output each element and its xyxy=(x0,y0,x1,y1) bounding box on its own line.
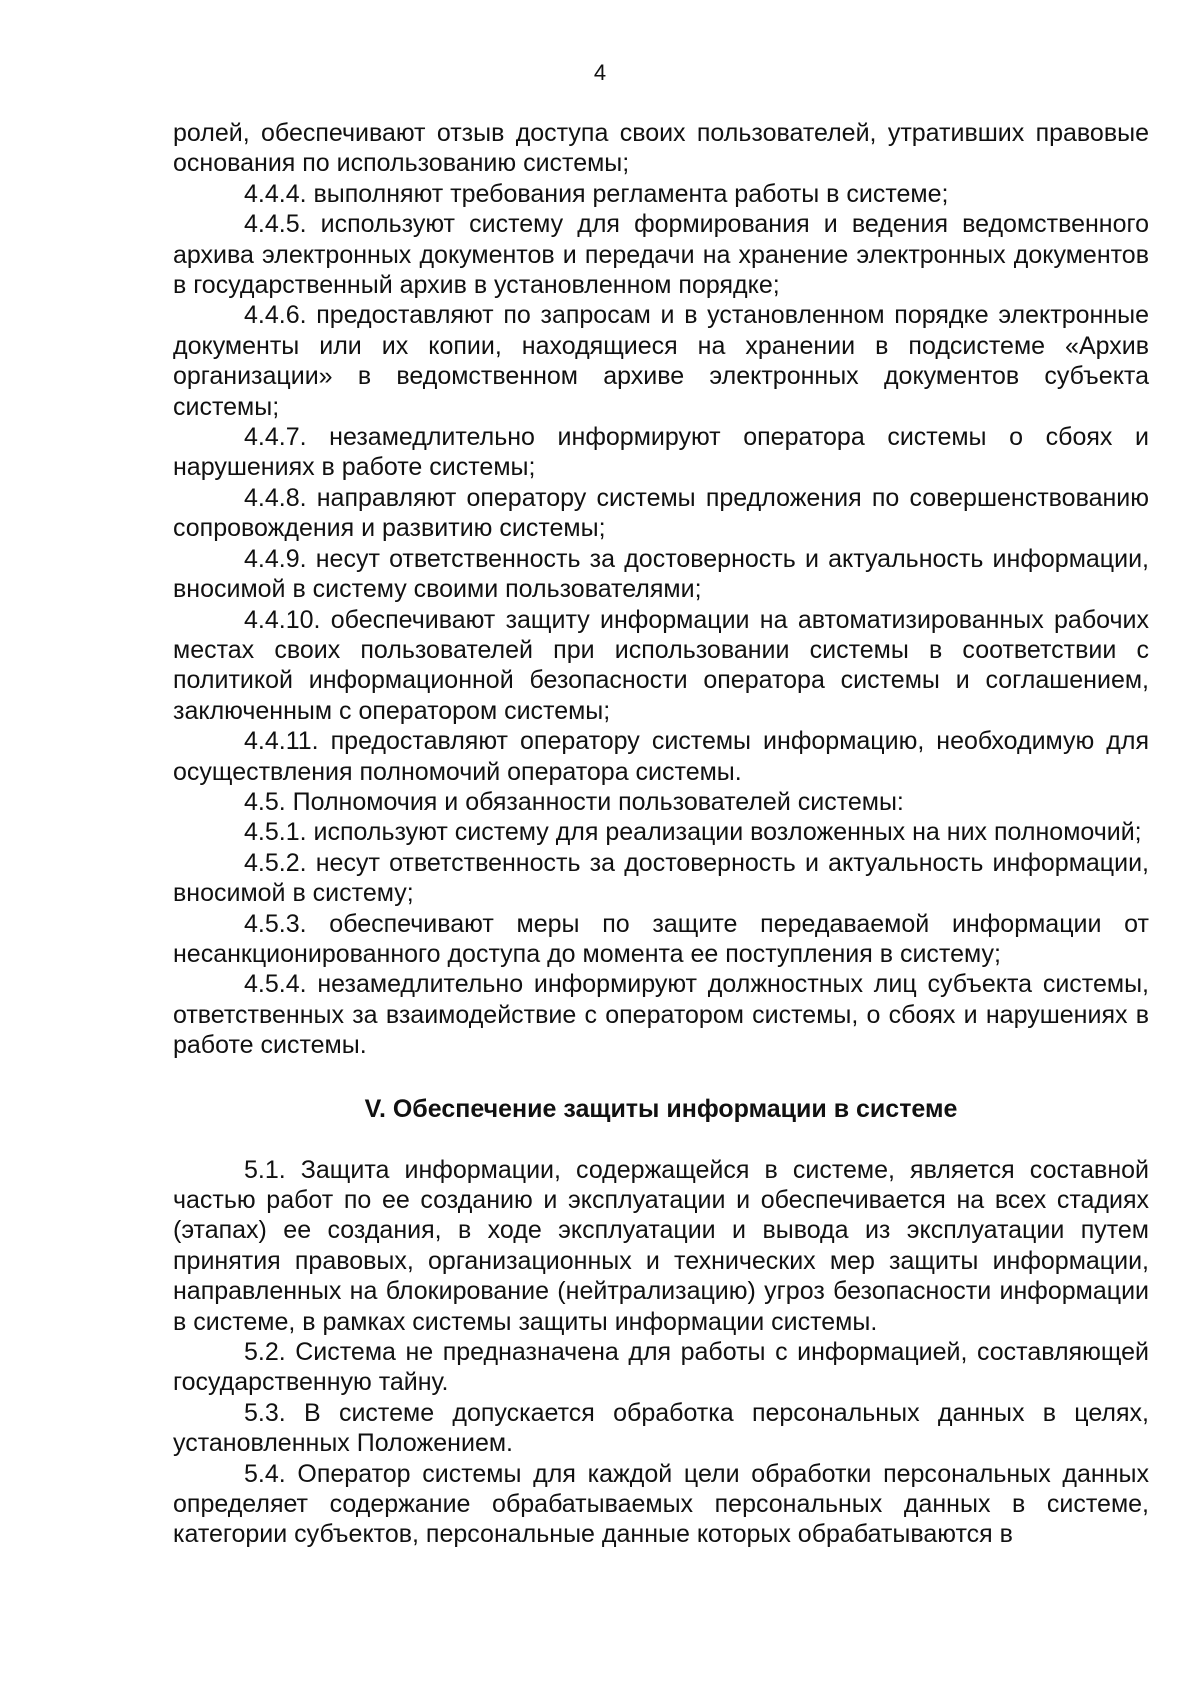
paragraphs-before xyxy=(173,118,1149,1061)
section-heading: V. Обеспечение защиты информации в системе xyxy=(364,1094,958,1123)
paragraph: 4.5.1. используют систему для реализации возложенных на них полномочий; xyxy=(244,818,1142,847)
paragraph: 5.2. Система не предназначена для работы с информацией, составляющей государственную тайну. xyxy=(173,1338,1149,1397)
paragraph: 4.4.7. незамедлительно информируют оператора системы о сбоях и нарушениях в работе системы; xyxy=(173,423,1149,482)
paragraph: 4.4.11. предоставляют оператору системы информацию, необходимую для осуществления полномочий оператора системы. xyxy=(173,727,1149,786)
paragraph: 4.5.4. незамедлительно информируют должностных лиц субъекта системы, ответственных за взаимодействие с оператором системы, о сбоях и нарушениях в работе системы. xyxy=(173,970,1149,1060)
paragraph: 4.4.8. направляют оператору системы предложения по совершенствованию сопровождения и развитию системы; xyxy=(173,483,1149,543)
paragraph: 4.4.10. обеспечивают защиту информации на автоматизированных рабочих местах своих пользователей при использовании системы в соответствии с политикой информационной безопасности оператора системы и соглашением, заключенным с оператором системы; xyxy=(173,605,1149,725)
paragraph: 4.5.3. обеспечивают меры по защите передаваемой информации от несанкционированного доступа до момента ее поступления в систему; xyxy=(173,909,1149,968)
document-body xyxy=(173,118,1149,1550)
paragraph: 5.3. В системе допускается обработка персональных данных в целях, установленных Положением. xyxy=(173,1398,1149,1458)
paragraph: 4.4.4. выполняют требования регламента работы в системе; xyxy=(244,179,949,208)
page-number: 4 xyxy=(593,60,607,85)
paragraph: 4.5. Полномочия и обязанности пользователей системы: xyxy=(244,787,904,816)
paragraphs-after xyxy=(173,1155,1149,1550)
paragraph: 5.1. Защита информации, содержащейся в системе, является составной частью работ по ее созданию и эксплуатации и обеспечивается на всех стадиях (этапах) ее создания, в ходе эксплуатации и вывода из эксплуатации путем принятия правовых, организационных и технических мер защиты информации, направленных на блокирование (нейтрализацию) угроз безопасности информации в системе, в рамках системы защиты информации системы. xyxy=(173,1155,1149,1336)
paragraph: ролей, обеспечивают отзыв доступа своих пользователей, утративших правовые основания по использованию системы; xyxy=(173,119,1149,178)
paragraph: 4.5.2. несут ответственность за достоверность и актуальность информации, вносимой в систему; xyxy=(173,848,1149,908)
paragraph: 4.4.6. предоставляют по запросам и в установленном порядке электронные документы или их копии, находящиеся на хранении в подсистеме «Архив организации» в ведомственном архиве электронных документов субъекта системы; xyxy=(173,301,1149,421)
paragraph: 4.4.9. несут ответственность за достоверность и актуальность информации, вносимой в систему своими пользователями; xyxy=(173,544,1149,604)
paragraph: 4.4.5. используют систему для формирования и ведения ведомственного архива электронных документов и передачи на хранение электронных документов в государственный архив в установленном порядке; xyxy=(173,210,1149,300)
paragraph: 5.4. Оператор системы для каждой цели обработки персональных данных определяет содержание обрабатываемых персональных данных в системе, категории субъектов, персональные данные которых обрабатываются в xyxy=(173,1459,1149,1549)
